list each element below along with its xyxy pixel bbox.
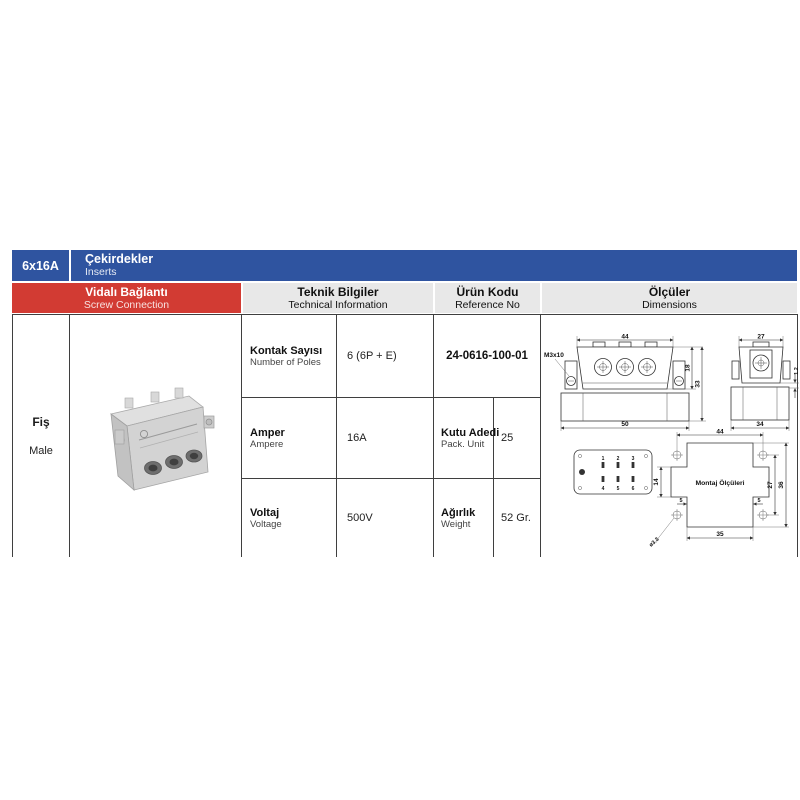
dimension-drawings (541, 315, 800, 557)
extra-label-pack-tr: Kutu Adedi (441, 426, 500, 439)
header-dimensions-en: Dimensions (642, 298, 697, 311)
spec-label-ampere (242, 398, 344, 478)
extra-label-weight-en: Weight (441, 518, 471, 530)
spec-value-voltage: 500V (347, 512, 373, 524)
header-reference-tr: Ürün Kodu (456, 284, 519, 299)
dim-side-lip: 1.2 (794, 367, 800, 375)
product-table (12, 250, 800, 557)
header-connection-en: Screw Connection (83, 298, 170, 311)
side-view-drawing (717, 331, 800, 434)
pin-1: 1 (601, 456, 605, 462)
spec-label-ampere-tr: Amper (250, 426, 285, 439)
dim-mount-inner: 27 (767, 481, 774, 489)
dim-mount-hole: ø3.3 (648, 536, 661, 549)
spec-label-ampere-en: Ampere (250, 438, 284, 450)
dim-front-total-height: 33 (694, 380, 702, 388)
extra-value-weight: 52 Gr. (501, 512, 531, 524)
header-technical (243, 283, 433, 313)
dim-mount-top: 44 (716, 428, 724, 436)
pin-2: 2 (616, 456, 620, 462)
header-dimensions (542, 283, 797, 313)
dim-front-top: 44 (621, 333, 629, 341)
mounting-drawing (641, 427, 793, 551)
extra-label-pack-en: Pack. Unit (441, 438, 485, 450)
header-dimensions-tr: Ölçüler (648, 284, 691, 299)
ground-contact (579, 469, 585, 475)
spec-value-ampere: 16A (347, 432, 367, 444)
extra-value-pack: 25 (501, 432, 514, 444)
extra-label-weight (434, 479, 500, 557)
product-code: 24-0616-100-01 (446, 350, 528, 362)
header-technical-en: Technical Information (288, 298, 388, 311)
dim-side-bottom: 34 (756, 421, 764, 428)
product-photo-cell (70, 315, 241, 557)
front-view-drawing (543, 331, 709, 434)
dim-mount-step-left: 5 (679, 498, 683, 504)
dim-mount-step-right: 5 (757, 498, 761, 504)
size-code: 6x16A (12, 250, 71, 281)
header-technical-tr: Teknik Bilgiler (297, 284, 379, 299)
pin-3: 3 (631, 456, 635, 462)
dim-front-bottom: 50 (621, 421, 629, 428)
spec-label-poles (242, 315, 344, 397)
pin-5: 5 (616, 486, 620, 492)
spec-label-voltage-tr: Voltaj (250, 506, 280, 519)
pin-4: 4 (601, 486, 605, 492)
section-title (71, 250, 797, 281)
section-title-en: Inserts (85, 266, 117, 278)
dim-front-screw: M3x10 (544, 352, 564, 359)
product-type-cell (13, 315, 69, 557)
spec-label-voltage (242, 479, 344, 557)
extra-label-weight-tr: Ağırlık (441, 506, 476, 519)
product-type-tr: Fiş (32, 415, 50, 429)
header-reference (435, 283, 540, 313)
product-photo-illustration (91, 370, 221, 502)
extra-label-pack (434, 398, 500, 478)
dim-front-inner-height: 18 (684, 364, 692, 372)
section-title-bar (12, 250, 797, 281)
product-type-en: Male (29, 445, 53, 457)
dim-mount-outer: 36 (778, 481, 785, 489)
spec-label-poles-en: Number of Poles (250, 356, 321, 368)
spec-label-poles-tr: Kontak Sayısı (250, 344, 323, 357)
header-connection-tr: Vidalı Bağlantı (85, 284, 168, 299)
dim-side-top: 27 (757, 333, 765, 341)
dim-mount-bottom: 35 (716, 531, 724, 538)
header-reference-en: Reference No (455, 298, 520, 311)
mounting-label: Montaj Ölçüleri (695, 480, 745, 487)
dim-mount-left: 14 (653, 478, 660, 486)
terminal-screws (595, 359, 656, 376)
pin-6: 6 (631, 486, 635, 492)
spec-value-poles: 6 (6P + E) (347, 350, 397, 362)
section-title-tr: Çekirdekler (85, 252, 154, 266)
spec-label-voltage-en: Voltage (250, 518, 282, 530)
header-connection (12, 283, 241, 313)
